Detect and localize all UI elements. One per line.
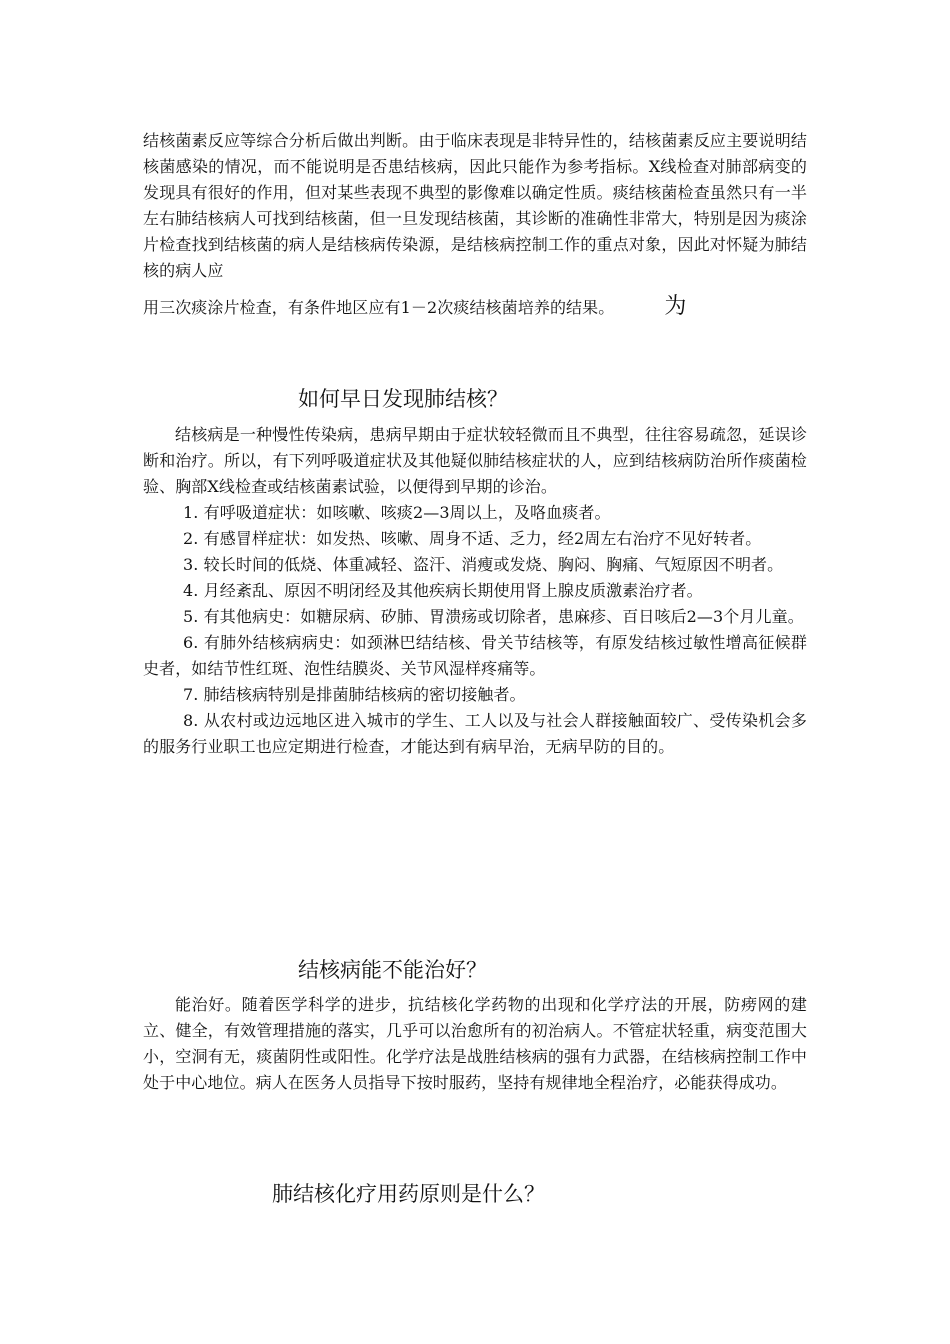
trailing-character: 为 xyxy=(664,294,687,319)
heading-early-detection: 如何早日发现肺结核？ xyxy=(298,387,508,411)
intro-paragraph: 结核菌素反应等综合分析后做出判断。由于临床表现是非特异性的，结核菌素反应主要说明结核菌感染的情况，而不能说明是否患结核病，因此只能作为参考指标。X线检查对肺部病变的发现具有很好的作用，但对某些表现不典型的影像难以确定性质。痰结核菌检查虽然只有一半左右肺结核病人可找到结核菌，但一旦发现结核菌，其诊断的准确性非常大，特别是因为痰涂片检查找到结核菌的病人是结核病传染源，是结核病控制工作的重点对象，因此对怀疑为肺结核的病人应 xyxy=(143,131,807,280)
list-item: 7. 肺结核病特别是排菌肺结核病的密切接触者。 xyxy=(183,685,526,704)
list-item: 5. 有其他病史：如糖尿病、矽肺、胃溃疡或切除者，患麻疹、百日咳后2—3个月儿童。 xyxy=(183,607,804,626)
section-early-detection xyxy=(143,422,807,760)
intro-last-line-text: 用三次痰涂片检查，有条件地区应有1－2次痰结核菌培养的结果。 xyxy=(143,298,615,317)
intro-last-line xyxy=(143,294,807,321)
list-item: 3. 较长时间的低烧、体重减轻、盗汗、消瘦或发烧、胸闷、胸痛、气短原因不明者。 xyxy=(183,555,784,574)
list-item: 4. 月经紊乱、原因不明闭经及其他疾病长期使用肾上腺皮质激素治疗者。 xyxy=(183,581,703,600)
early-detection-paragraph: 结核病是一种慢性传染病，患病早期由于症状较轻微而且不典型，往往容易疏忽，延误诊断和治疗。所以，有下列呼吸道症状及其他疑似肺结核症状的人，应到结核病防治所作痰菌检验、胸部X线检查或结核菌素试验，以便得到早期的诊治。 xyxy=(143,425,807,496)
list-item: 2. 有感冒样症状：如发热、咳嗽、周身不适、乏力，经2周左右治疗不见好转者。 xyxy=(183,529,762,548)
heading-chemotherapy-principles: 肺结核化疗用药原则是什么？ xyxy=(272,1182,545,1206)
list-item: 6. 有肺外结核病病史：如颈淋巴结结核、骨关节结核等，有原发结核过敏性增高征候群史者，如结节性红斑、泡性结膜炎、关节风湿样疼痛等。 xyxy=(143,633,807,678)
list-item: 1. 有呼吸道症状：如咳嗽、咳痰2—3周以上，及咯血痰者。 xyxy=(183,503,611,522)
intro-section xyxy=(143,128,807,321)
curability-paragraph: 能治好。随着医学科学的进步，抗结核化学药物的出现和化学疗法的开展，防痨网的建立、健全，有效管理措施的落实，几乎可以治愈所有的初治病人。不管症状轻重，病变范围大小，空洞有无，痰菌阴性或阳性。化学疗法是战胜结核病的强有力武器，在结核病控制工作中处于中心地位。病人在医务人员指导下按时服药，坚持有规律地全程治疗，必能获得成功。 xyxy=(143,995,807,1092)
list-item: 8. 从农村或边远地区进入城市的学生、工人以及与社会人群接触面较广、受传染机会多的服务行业职工也应定期进行检查，才能达到有病早治，无病早防的目的。 xyxy=(143,711,807,756)
heading-curability: 结核病能不能治好？ xyxy=(298,958,487,982)
section-curability xyxy=(143,992,807,1096)
